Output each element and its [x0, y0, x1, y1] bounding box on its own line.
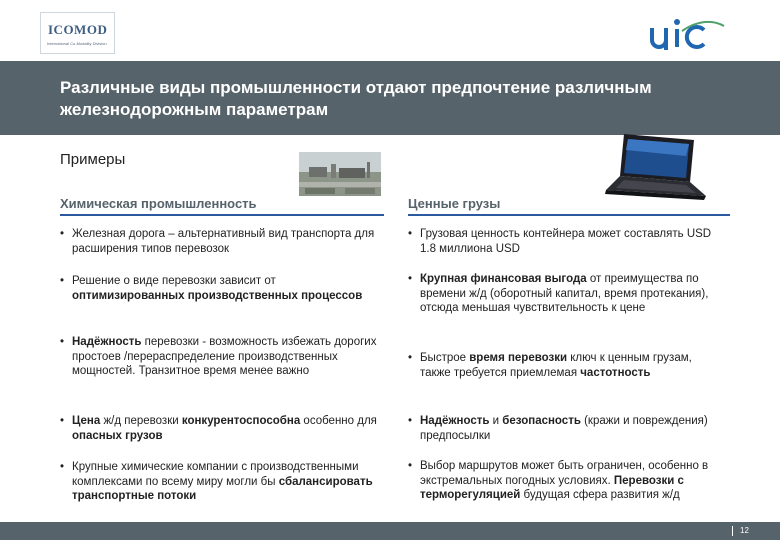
- icomod-logo-subtitle: International Co-Modality Division: [47, 41, 107, 46]
- list-item: [60, 414, 378, 443]
- bold-text: Надёжность: [420, 415, 490, 427]
- uic-logo: [646, 12, 728, 56]
- list-item: [408, 414, 724, 443]
- column-heading-chemical: Химическая промышленность: [60, 196, 257, 211]
- text-run: ж/д перевозки: [100, 415, 182, 427]
- slide-title: Различные виды промышленности отдают предпочтение различным железнодорожным параметрам: [60, 78, 652, 119]
- list-item: [60, 274, 378, 303]
- list-item: [60, 460, 378, 504]
- text-run: особенно для: [300, 415, 377, 427]
- text-run: Быстрое: [420, 352, 470, 364]
- title-banner: [0, 61, 780, 135]
- list-item: [408, 227, 724, 256]
- text-run: (кражи и повреждения) предпосылки: [420, 415, 708, 442]
- text-run: и: [489, 415, 503, 427]
- bold-text: время перевозки: [469, 352, 568, 364]
- text-run: Выбор маршрутов может быть ограничен, особенно в экстремальных погодных условиях.: [420, 460, 709, 487]
- laptop-image: [602, 130, 710, 208]
- list-item: [408, 272, 724, 316]
- icomod-logo: [40, 12, 115, 54]
- subheading: Примеры: [60, 151, 126, 168]
- text-run: от преимущества по времени ж/д (оборотный капитал, время протекания), отсюда меньшая чувствительность к цене: [420, 273, 709, 314]
- text-run: Грузовая ценность контейнера может составлять USD 1.8 миллиона USD: [420, 228, 712, 255]
- page-number: 12: [732, 526, 749, 536]
- text-run: будущая сфера развития ж/д: [520, 489, 680, 501]
- text-run: Крупные химические компании с производственными комплексами по всему миру могли бы: [72, 461, 359, 488]
- bold-text: сбалансировать транспортные потоки: [72, 475, 373, 502]
- list-item: [60, 227, 378, 256]
- column-rule-chemical: [60, 214, 384, 216]
- column-heading-valuable: Ценные грузы: [408, 196, 501, 211]
- list-item: [408, 459, 724, 503]
- bold-text: оптимизированных производственных процессов: [72, 289, 363, 302]
- bold-text: безопасность: [502, 415, 581, 427]
- icomod-wordmark: ICOMOD: [48, 22, 108, 37]
- bold-text: Надёжность: [72, 336, 142, 348]
- bold-text: Перевозки с терморегуляцией: [420, 474, 684, 501]
- text-run: перевозки - возможность избежать дорогих простоев /перераспределение производственных мощностей. Транзитное время менее важно: [72, 336, 377, 377]
- bold-text: частотность: [580, 366, 651, 379]
- chemical-plant-photo: [299, 152, 381, 196]
- list-item: [408, 351, 724, 380]
- footer-bar: [0, 522, 780, 540]
- bold-text: Крупная финансовая выгода: [420, 273, 587, 285]
- list-item: [60, 335, 378, 379]
- text-run: Решение о виде перевозки зависит от: [72, 275, 276, 287]
- bold-text: конкурентоспособна: [181, 415, 301, 427]
- bold-text: опасных грузов: [72, 429, 163, 442]
- bold-text: Цена: [72, 415, 101, 427]
- text-run: ключ к ценным грузам, также требуется приемлемая: [420, 352, 692, 379]
- column-rule-valuable: [408, 214, 730, 216]
- text-run: Железная дорога – альтернативный вид транспорта для расширения типов перевозок: [72, 228, 375, 255]
